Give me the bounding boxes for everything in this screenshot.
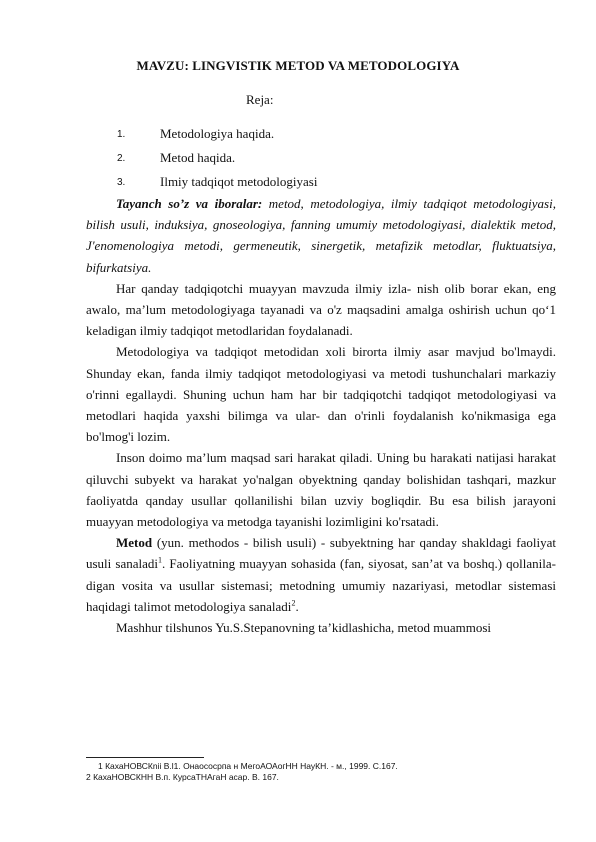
keywords-terms: metod, metodologiya, ilmiy tadqiqot metodologiyasi, bilish usuli, induksiya, gnoseologiya, fanning umumiy metodologiyasi, dialektik metod, J'enomenologiya metodi, germeneutik, sinergetik, metafizik metodlar, fluktuatsiya, bifurkatsiya.: [86, 196, 556, 275]
term-metod: Metod: [116, 535, 153, 551]
plan-item-text: Metodologiya haqida.: [160, 126, 275, 141]
keywords-label: Tayanch so’z va iboralar:: [116, 196, 263, 211]
paragraph: Metodologiya va tadqiqot metodidan xoli birorta ilmiy asar mavjud bo'lmaydi. Shunday ekan, fanda ilmiy tadqiqot metodologiyasi va metodi tushunchalari markaziy o'rinni egallaydi. Shuning uchun ham har bir tadqiqotchi tadqiqot metodologiyasi va metodlari haqida yaxshi bilimga va ular- dan o'rinli foydalanish ko'nikmasiga ega bo'lmog'i lozim.: [86, 344, 556, 445]
footnote-ref-1[interactable]: 1: [158, 556, 163, 566]
paragraph: [86, 532, 556, 617]
body-text: [86, 193, 556, 638]
plan-list: [117, 122, 517, 194]
footnotes: [86, 761, 556, 783]
plan-item-text: Metod haqida.: [160, 150, 236, 165]
footnote-ref-2[interactable]: 2: [291, 598, 296, 608]
footnote-1: 1 КахаНОВСКnii В.l1. Онаocoсрпа н МегоАОАогНН НауКН. - м., 1999. С.167.: [98, 761, 398, 771]
paragraph: Mashhur tilshunos Yu.S.Stepanovning ta’kidlashicha, metod muammosi: [116, 620, 492, 636]
footnote-2: 2 КахаНОВСКНН В.п. КурсаТНАгаН асар. В. 167.: [86, 772, 279, 782]
plan-item-number: 1.: [117, 128, 126, 140]
plan-item-number: 2.: [117, 152, 126, 164]
footnote-divider: [86, 757, 204, 758]
plan-item-text: Ilmiy tadqiqot metodologiyasi: [160, 174, 318, 189]
plan-heading: Reja:: [246, 92, 274, 107]
page-title: MAVZU: LINGVISTIK METOD VA METODOLOGIYA: [136, 58, 460, 73]
paragraph-text: . Faoliyatning muayyan sohasida (fan, siyosat, san’at va boshq.) qollanila- digan vosita va usullar sistemasi; metodning umumiy nazariyasi, metodlar sistemasi haqidagi talimot metodologiya sanaladi: [86, 556, 556, 614]
paragraph: Inson doimo ma’lum maqsad sari harakat qiladi. Uning bu harakati natijasi harakat qiluvchi subyekt va harakat yo'nalgan obyektning qanday bolishidan tashqari, mazkur faoliyatda qanday usullar qollanilishi bilan uzviy bogliqdir. Bu esa bilish jarayoni muayyan metodologiya va metodga tayanishi lozimligini ko'rsatadi.: [86, 450, 556, 530]
plan-item: [117, 122, 517, 146]
keywords-paragraph: [86, 193, 556, 278]
paragraph: Har qanday tadqiqotchi muayyan mavzuda ilmiy izla- nish olib borar ekan, eng awalo, ma’lum metodologiyaga tayanadi va o'z maqsadini amalga oshirish uchun qo‘1 keladigan ilmiy tadqiqot metodlaridan foydalanadi.: [86, 280, 556, 339]
plan-item: [117, 146, 517, 170]
plan-item-number: 3.: [117, 176, 126, 188]
paragraph-text: .: [295, 598, 299, 614]
paragraph-text: (yun. methodos - bilish usuli) - subyektning har qanday shakldagi faoliyat usuli sanaladi: [86, 535, 556, 572]
plan-item: [117, 170, 517, 194]
